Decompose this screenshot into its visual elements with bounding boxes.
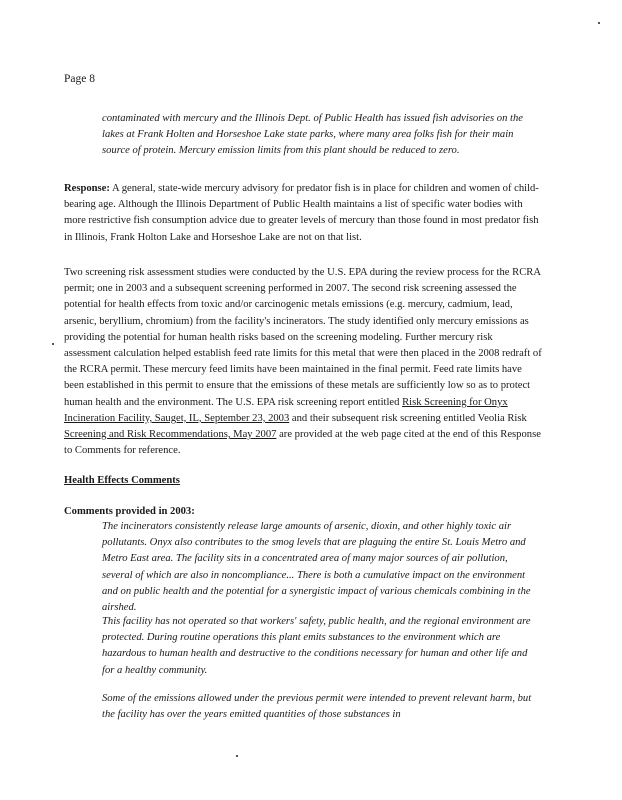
comment-quote-mercury: contaminated with mercury and the Illinois Dept. of Public Health has issued fish advisories on the lakes at Frank Holten and Horseshoe Lake state parks, where many area folks fish for their main source of protein. Mercury emission limits from this plant should be reduced to zero. [102,113,523,157]
risk-text-part1: Two screening risk assessment studies were conducted by the U.S. EPA during the review process for the RCRA permit; one in 2003 and a subsequent screening performed in 2007. The second risk screening assessed the potential for health effects from toxic and/or carcinogenic metals emissions (e.g. mercury, cadmium, lead, arsenic, beryllium, chromium) from the facility's incinerators. The study identified only mercury emissions as providing the potential for human health risks based on the screening modeling. Further mercury risk assessment calculation helped establish feed rate limits for this metal that were then placed in the 2008 redraft of the RCRA permit. These mercury feed limits have been maintained in the final permit. Feed rate limits have been established in this permit to ensure that the emissions of these metals are sufficiently low so as to protect human health and the environment. The U.S. EPA risk screening report entitled [64,267,542,408]
response-label: Response: [64,183,110,194]
risk-text-part2: and their subsequent risk screening entitled Veolia Risk [289,412,527,424]
scan-speck [598,22,600,24]
section-heading: Health Effects Comments [64,475,180,486]
risk-text-part3: are provided at the web page cited at the end of this Response to Comments for reference. [64,429,541,457]
comment-quote-pollutants: The incinerators consistently release large amounts of arsenic, dioxin, and other highly toxic air pollutants. Onyx also contributes to the smog levels that are plaguing the entire St. Louis Metro and Metro East area. The facility sits in a concentrated area of many major sources of air pollution, several of which are also in noncompliance... There is both a cumulative impact on the environment and on public health and the potential for a synergistic impact of various chemicals combining in the airshed. [102,521,531,614]
response-text: A general, state-wide mercury advisory for predator fish is in place for children and women of child-bearing age. Although the Illinois Department of Public Health maintains a list of specific water bodies with more restrictive fish consumption advice due to greater levels of mercury than those found in most predator fish in Illinois, Frank Holton Lake and Horseshoe Lake are not on that list. [64,183,539,243]
response-paragraph-risk-screening [64,265,542,459]
section-subheading: Comments provided in 2003: [64,506,195,517]
comment-quote-emissions: Some of the emissions allowed under the previous permit were intended to prevent relevant harm, but the facility has over the years emitted quantities of those substances in [102,693,532,721]
report-link-2003[interactable]: Risk Screening for Onyx Incineration Facility, Sauget, IL, September 23, 2003 [64,396,508,424]
response-paragraph-advisory [64,181,542,246]
page-number: Page 8 [64,73,95,85]
report-link-2007[interactable]: Screening and Risk Recommendations, May 2007 [64,429,277,441]
scan-speck [236,755,238,757]
scan-speck [52,343,54,345]
comment-quote-safety: This facility has not operated so that workers' safety, public health, and the regional environment are protected. During routine operations this plant emits substances to the environment which are hazardous to human health and destructive to the conditions necessary for human and other life and for a healthy community. [102,616,531,676]
